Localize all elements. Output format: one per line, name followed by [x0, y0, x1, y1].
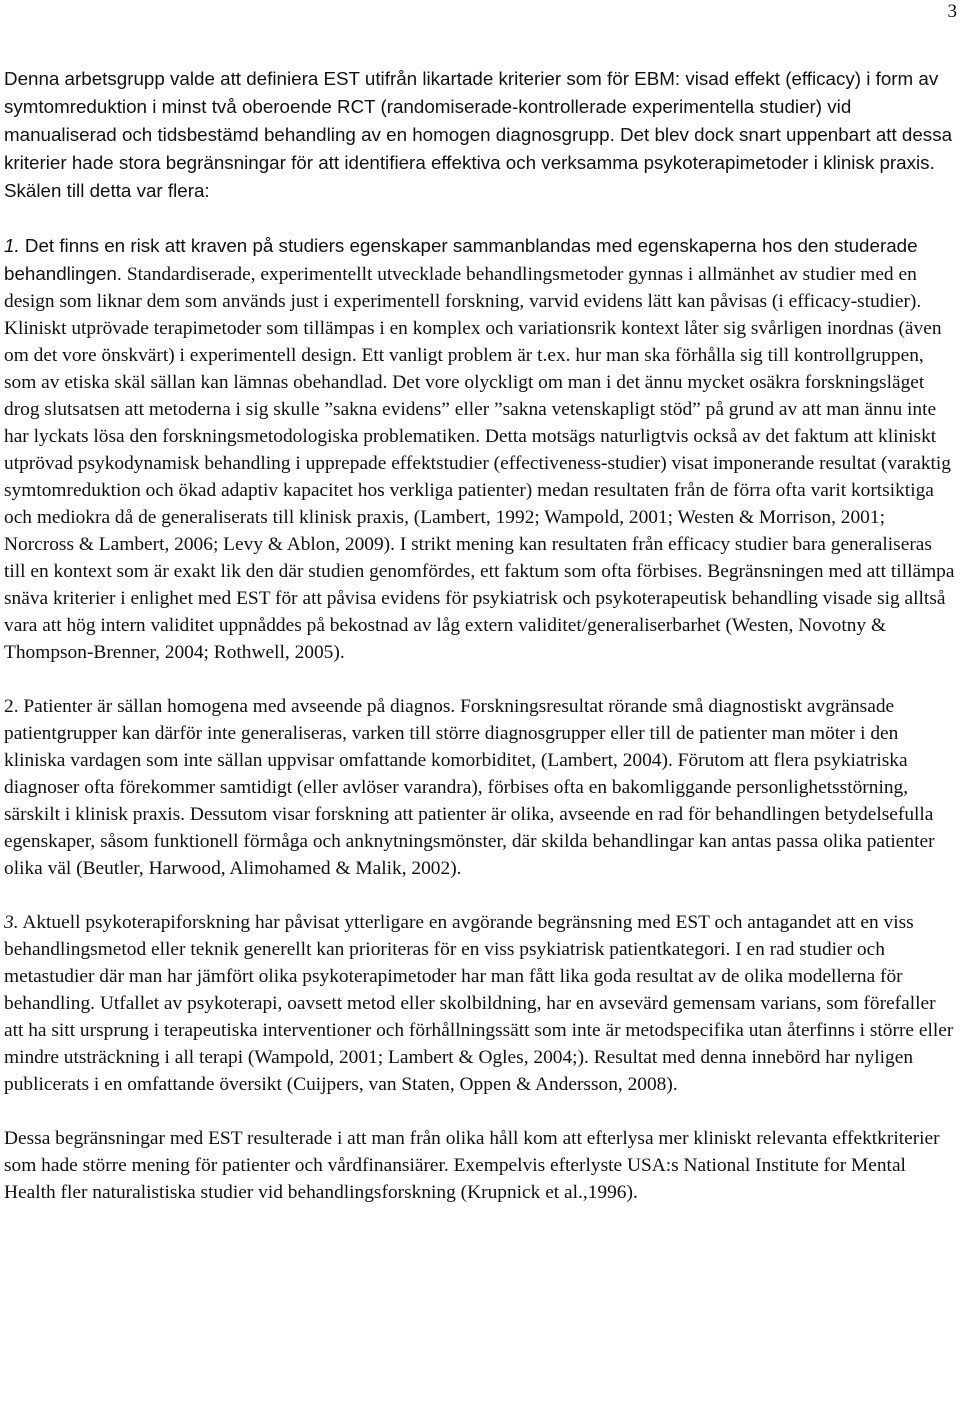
document-body	[4, 65, 956, 1206]
paragraph-intro-text: Denna arbetsgrupp valde att definiera EST utifrån likartade kriterier som för EBM: visad effekt (efficacy) i form av symtomreduktion i minst två oberoende RCT (randomiserade-kontrollerade experimentella studier) vid manualiserad och tidsbestämd behandling av en homogen diagnosgrupp. Det blev dock snart uppenbart att dessa kriterier hade stora begränsningar för att identifiera effektiva och verksamma psykoterapimetoder i klinisk praxis. Skälen till detta var flera:	[4, 68, 953, 201]
page-number: 3	[947, 1, 957, 22]
conclusion-body: Dessa begränsningar med EST resulterade i att man från olika håll kom att efterlysa mer kliniskt relevanta effektkriterier som hade större mening för patienter och vårdfinansiärer. Exempelvis efterlyste USA:s National Institute for Mental Health fler naturalistiska studier vid behandlingsforskning (Krupnick et al.,1996).	[4, 1128, 940, 1203]
point-3-body: Aktuell psykoterapiforskning har påvisat ytterligare en avgörande begränsning med EST och antagandet att en viss behandlingsmetod eller teknik generellt kan prioriteras för en viss psykiatrisk patientkategori. I en rad studier och metastudier där man har jämfört olika psykoterapimetoder har man fått lika goda resultat av de olika modellerna för behandling. Utfallet av psykoterapi, oavsett metod eller skolbildning, har en avsevärd gemensam varians, som förefaller att ha sitt ursprung i terapeutiska interventioner och förhållningssätt som inte är metodspecifika utan återfinns i större eller mindre utsträckning i all terapi (Wampold, 2001; Lambert & Ogles, 2004;). Resultat med denna innebörd har nyligen publicerats i en omfattande översikt (Cuijpers, van Staten, Oppen & Andersson, 2008).	[4, 912, 954, 1095]
point-1-number: 1.	[4, 235, 20, 256]
paragraph-point-1	[4, 232, 956, 666]
paragraph-point-3	[4, 909, 956, 1098]
paragraph-conclusion	[4, 1125, 956, 1206]
point-2-body: Patienter är sällan homogena med avseende på diagnos. Forskningsresultat rörande små diagnostiskt avgränsade patientgrupper kan därför inte generaliseras, varken till större diagnosgrupper eller till de patienter man möter i den kliniska vardagen som inte sällan uppvisar omfattande komorbiditet, (Lambert, 2004). Förutom att flera psykiatriska diagnoser ofta förekommer samtidigt (eller avlöser varandra), förbises ofta en bakomliggande personlighetsstörning, särskilt i klinisk praxis. Dessutom visar forskning att patienter är olika, avseende en rad för behandlingen betydelsefulla egenskaper, såsom funktionell förmåga och anknytningsmönster, där skilda behandlingar kan antas passa olika patienter olika väl (Beutler, Harwood, Alimohamed & Malik, 2002).	[4, 696, 935, 879]
point-2-number: 2.	[4, 696, 19, 717]
point-1-body: Standardiserade, experimentellt utvecklade behandlingsmetoder gynnas i allmänhet av studier med en design som liknar dem som används just i experimentell forskning, varvid evidens lätt kan påvisas (i efficacy-studier). Kliniskt utprövade terapimetoder som tillämpas i en komplex och variationsrik kontext låter sig svårligen inordnas (även om det vore önskvärt) i experimentell design. Ett vanligt problem är t.ex. hur man ska förhålla sig till kontrollgruppen, som av etiska skäl sällan kan lämnas obehandlad. Det vore olyckligt om man i det ännu mycket osäkra forskningsläget drog slutsatsen att metoderna i sig skulle ”sakna evidens” eller ”sakna vetenskapligt stöd” på grund av att man ännu inte har lyckats lösa den forskningsmetodologiska problematiken. Detta motsägs naturligtvis också av det faktum att kliniskt utprövad psykodynamisk behandling i upprepade effektstudier (effectiveness-studier) visat imponerande resultat (varaktig symtomreduktion och ökad adaptiv kapacitet hos verkliga patienter) medan resultaten från de förra ofta varit kortsiktiga och mediokra då de generaliserats till klinisk praxis, (Lambert, 1992; Wampold, 2001; Westen & Morrison, 2001; Norcross & Lambert, 2006; Levy & Ablon, 2009). I strikt mening kan resultaten från efficacy studier bara generaliseras till en kontext som är exakt lik den där studien genomfördes, ett faktum som ofta förbises. Begränsningen med att tillämpa snäva kriterier i enlighet med EST för att påvisa evidens för psykiatrisk och psykoterapeutisk behandling visade sig alltså vara att hög intern validitet uppnåddes på bekostnad av låg extern validitet/generaliserbarhet (Westen, Novotny & Thompson-Brenner, 2004; Rothwell, 2005).	[4, 264, 955, 663]
point-3-number: 3.	[4, 912, 19, 933]
point-1-intro: Det finns en risk att kraven på studiers egenskaper sammanblandas med egenskaperna hos den studerade behandlingen.	[4, 235, 918, 284]
paragraph-point-2	[4, 693, 956, 882]
paragraph-intro	[4, 65, 956, 205]
